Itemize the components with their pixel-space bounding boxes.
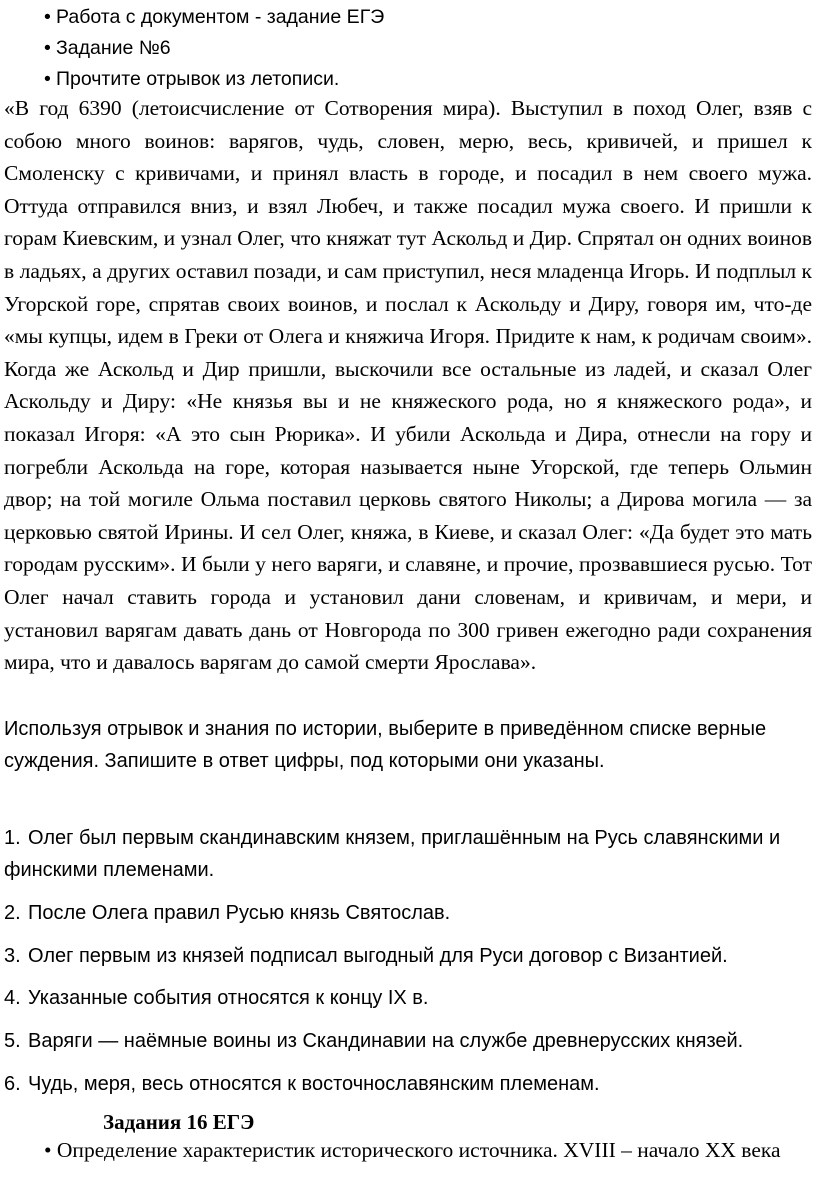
- option-number: 2.: [4, 901, 21, 924]
- option-number: 5.: [4, 1030, 21, 1053]
- answer-option: [4, 1068, 812, 1100]
- option-number: 4.: [4, 987, 21, 1010]
- option-number: 1.: [4, 827, 21, 849]
- option-text: Варяги — наёмные воины из Скандинавии на службе древнерусских князей.: [28, 1030, 744, 1053]
- answer-option: [4, 1025, 812, 1057]
- answer-option: [4, 822, 812, 886]
- header-bullet-item: [44, 64, 384, 95]
- option-number: 6.: [4, 1072, 21, 1095]
- header-bullet-item: [44, 2, 384, 33]
- task-instruction: Используя отрывок и знания по истории, выберите в приведённом списке верные суждения. Запишите в ответ цифры, под которыми они указаны.: [4, 718, 767, 772]
- answer-option: [4, 897, 812, 929]
- bullet-icon: •: [44, 1138, 52, 1162]
- bottom-bullet-item: [44, 1134, 812, 1166]
- bottom-bullet-text: Определение характеристик исторического источника. XVIII – начало XX века: [56, 1138, 781, 1162]
- header-bullet-item: [44, 33, 384, 64]
- answer-option: [4, 940, 812, 972]
- option-text: Олег был первым скандинавским князем, приглашённым на Русь славянскими и финскими племенами.: [4, 827, 781, 881]
- option-text: Указанные события относятся к концу IX в.: [28, 987, 429, 1010]
- header-bullet-list: [44, 2, 384, 95]
- option-text: Олег первым из князей подписал выгодный для Руси договор с Византией.: [28, 944, 728, 967]
- option-text: После Олега правил Русью князь Святослав.: [28, 901, 451, 924]
- answer-options-list: [4, 822, 812, 1111]
- header-bullet-text: Прочтите отрывок из летописи.: [56, 68, 340, 90]
- header-bullet-text: Работа с документом - задание ЕГЭ: [56, 6, 385, 28]
- bullet-icon: •: [44, 6, 51, 28]
- header-bullet-text: Задание №6: [56, 37, 171, 59]
- section-heading: Задания 16 ЕГЭ: [103, 1110, 255, 1134]
- option-text: Чудь, меря, весь относятся к восточнославянским племенам.: [28, 1072, 600, 1095]
- bullet-icon: •: [44, 68, 51, 90]
- bullet-icon: •: [44, 37, 51, 59]
- answer-option: [4, 982, 812, 1014]
- chronicle-passage: «В год 6390 (летоисчисление от Сотворения мира). Выступил в поход Олег, взяв с собою много воинов: варягов, чудь, словен, мерю, весь, кривичей, и пришел к Смоленску с кривичами, и принял власть в городе, и посадил в нем своего мужа. Оттуда отправился вниз, и взял Любеч, и также посадил мужа своего. И пришли к горам Киевским, и узнал Олег, что княжат тут Аскольд и Дир. Спрятал он одних воинов в ладьях, а других оставил позади, и сам приступил, неся младенца Игорь. И подплыл к Угорской горе, спрятав своих воинов, и послал к Аскольду и Диру, говоря им, что-де «мы купцы, идем в Греки от Олега и княжича Игоря. Придите к нам, к родичам своим». Когда же Аскольд и Дир пришли, выскочили все остальные из ладей, и сказал Олег Аскольду и Диру: «Не князья вы и не княжеского рода, но я княжеского рода», и показал Игоря: «А это сын Рюрика». И убили Аскольда и Дира, отнесли на гору и погребли Аскольда на горе, которая называется ныне Угорской, где теперь Ольмин двор; на той могиле Ольма поставил церковь святого Николы; а Дирова могила — за церковью святой Ирины. И сел Олег, княжа, в Киеве, и сказал Олег: «Да будет это мать городам русским». И были у него варяги, и славяне, и прочие, прозвавшиеся русью. Тот Олег начал ставить города и установил дани словенам, и кривичам, и мери, и установил варягам давать дань от Новгорода по 300 гривен ежегодно ради сохранения мира, что и давалось варягам до самой смерти Ярослава».: [4, 96, 812, 675]
- option-number: 3.: [4, 944, 21, 967]
